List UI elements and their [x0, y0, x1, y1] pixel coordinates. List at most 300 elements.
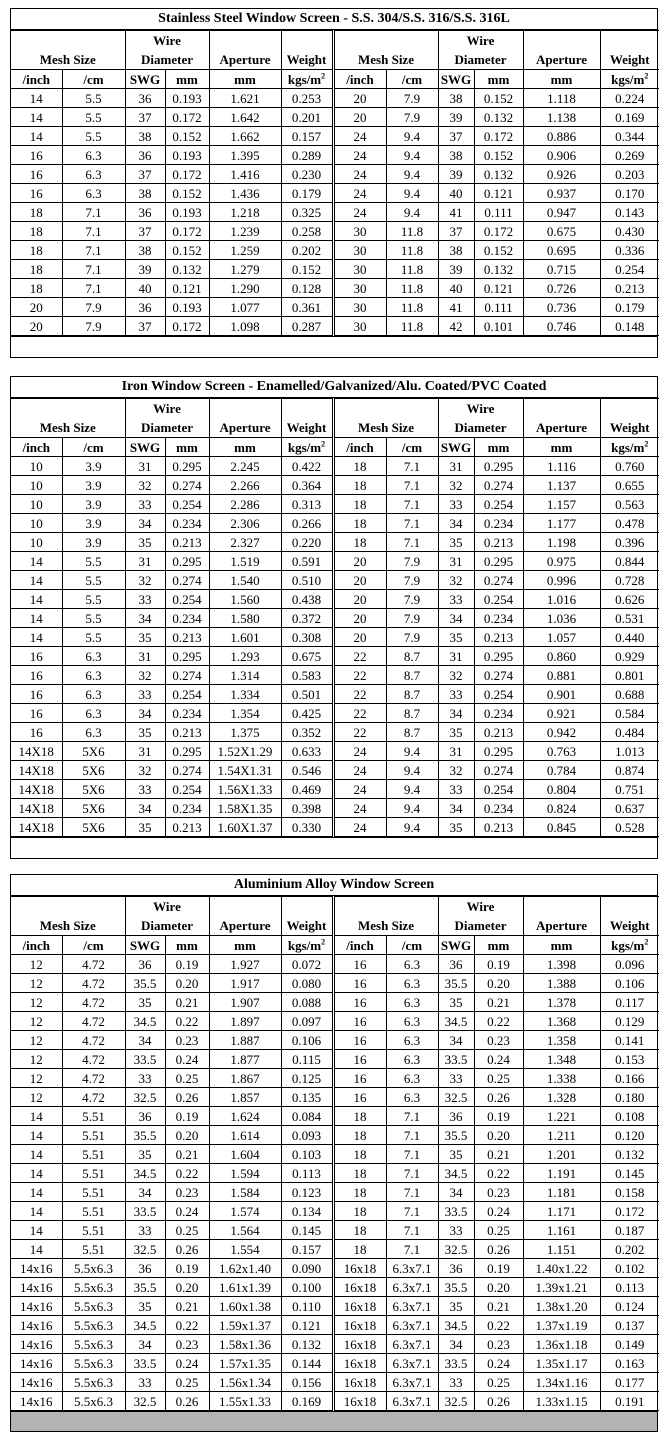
- table-cell: 5.5: [62, 571, 125, 590]
- table-cell: 34: [125, 609, 165, 628]
- table-cell: 0.942: [523, 723, 600, 742]
- table-cell: 5.5x6.3: [62, 1297, 125, 1316]
- table-cell: 30: [333, 298, 386, 317]
- table-cell: 0.24: [474, 1202, 523, 1221]
- table-cell: 42: [438, 317, 474, 336]
- table-cell: 0.152: [281, 260, 333, 279]
- table-cell: 5.5x6.3: [62, 1278, 125, 1297]
- table-cell: 1.55x1.33: [209, 1392, 281, 1411]
- table-cell: 5.51: [62, 1107, 125, 1126]
- table-cell: 33.5: [125, 1050, 165, 1069]
- table-cell: 14X18: [11, 799, 62, 818]
- header-blank: [333, 31, 438, 51]
- table-cell: 5.5: [62, 590, 125, 609]
- table-cell: 0.860: [523, 647, 600, 666]
- table-cell: 7.1: [386, 1202, 438, 1221]
- table-cell: 18: [11, 203, 62, 222]
- table-cell: 1.338: [523, 1069, 600, 1088]
- table-row: [11, 799, 659, 818]
- table-row: [11, 1088, 659, 1107]
- table-cell: 35.5: [438, 1126, 474, 1145]
- table-cell: 0.26: [165, 1392, 209, 1411]
- table-cell: 0.751: [600, 780, 659, 799]
- table-cell: 0.289: [281, 146, 333, 165]
- table-cell: 0.24: [165, 1050, 209, 1069]
- table-cell: 16x18: [333, 1297, 386, 1316]
- table-cell: 1.584: [209, 1183, 281, 1202]
- table-row: [11, 1145, 659, 1164]
- header-weight: Weight: [600, 916, 659, 936]
- table-cell: 14: [11, 108, 62, 127]
- table-cell: 33.5: [125, 1354, 165, 1373]
- table-cell: 0.440: [600, 628, 659, 647]
- table-cell: 5X6: [62, 780, 125, 799]
- table-cell: 0.202: [600, 1240, 659, 1259]
- header-blank: [523, 399, 600, 419]
- table-row: [11, 666, 659, 685]
- table-cell: 1.34x1.16: [523, 1373, 600, 1392]
- table-cell: 0.20: [474, 974, 523, 993]
- table-row: [11, 279, 659, 298]
- table-cell: 5.51: [62, 1126, 125, 1145]
- table-cell: 0.295: [165, 457, 209, 476]
- table-row: [11, 1373, 659, 1392]
- table-cell: 6.3: [62, 184, 125, 203]
- table-cell: 35: [125, 993, 165, 1012]
- table-cell: 1.594: [209, 1164, 281, 1183]
- table-cell: 33: [438, 1069, 474, 1088]
- table-cell: 8.7: [386, 666, 438, 685]
- table-cell: 7.9: [386, 590, 438, 609]
- header-cm: /cm: [386, 70, 438, 89]
- table-cell: 0.655: [600, 476, 659, 495]
- table-cell: 0.23: [165, 1183, 209, 1202]
- table-cell: 1.191: [523, 1164, 600, 1183]
- section-footer: [11, 837, 657, 858]
- table-cell: 34: [125, 1183, 165, 1202]
- header-blank: [523, 31, 600, 51]
- header-swg: SWG: [125, 936, 165, 955]
- table-cell: 0.926: [523, 165, 600, 184]
- table-cell: 34: [438, 799, 474, 818]
- table-cell: 6.3: [386, 1012, 438, 1031]
- table-cell: 36: [438, 1107, 474, 1126]
- table-cell: 32.5: [125, 1240, 165, 1259]
- table-cell: 7.1: [62, 222, 125, 241]
- table-cell: 35: [438, 1297, 474, 1316]
- table-cell: 7.9: [386, 628, 438, 647]
- header-blank: [600, 399, 659, 419]
- table-cell: 36: [125, 89, 165, 108]
- table-cell: 0.220: [281, 533, 333, 552]
- table-row: [11, 1107, 659, 1126]
- table-cell: 2.245: [209, 457, 281, 476]
- header-row: [11, 418, 659, 438]
- table-cell: 9.4: [386, 799, 438, 818]
- table-cell: 6.3: [386, 955, 438, 974]
- table-cell: 0.484: [600, 723, 659, 742]
- table-cell: 34: [438, 1183, 474, 1202]
- table-cell: 34: [438, 514, 474, 533]
- table-cell: 1.057: [523, 628, 600, 647]
- table-row: [11, 1183, 659, 1202]
- table-cell: 0.26: [165, 1088, 209, 1107]
- table-cell: 0.111: [474, 203, 523, 222]
- table-cell: 0.274: [474, 666, 523, 685]
- header-mm: mm: [474, 936, 523, 955]
- table-cell: 0.258: [281, 222, 333, 241]
- table-cell: 3.9: [62, 533, 125, 552]
- table-cell: 5.5: [62, 127, 125, 146]
- table-cell: 34: [438, 1335, 474, 1354]
- table-cell: 18: [11, 279, 62, 298]
- table-cell: 1.436: [209, 184, 281, 203]
- table-row: [11, 514, 659, 533]
- header-row: [11, 31, 659, 51]
- table-cell: 1.58X1.35: [209, 799, 281, 818]
- table-cell: 0.23: [165, 1335, 209, 1354]
- table-cell: 11.8: [386, 279, 438, 298]
- table-cell: 0.152: [165, 127, 209, 146]
- table-cell: 6.3: [62, 685, 125, 704]
- table-row: [11, 1259, 659, 1278]
- table-cell: 38: [125, 184, 165, 203]
- table-cell: 1.564: [209, 1221, 281, 1240]
- table-cell: 0.103: [281, 1145, 333, 1164]
- table-cell: 10: [11, 533, 62, 552]
- table-cell: 5.5: [62, 609, 125, 628]
- table-cell: 7.1: [62, 241, 125, 260]
- table-cell: 24: [333, 127, 386, 146]
- table-cell: 7.9: [386, 571, 438, 590]
- table-row: [11, 704, 659, 723]
- table-cell: 7.1: [386, 1164, 438, 1183]
- table-cell: 0.274: [165, 571, 209, 590]
- header-diameter: Diameter: [438, 418, 523, 438]
- table-cell: 0.996: [523, 571, 600, 590]
- table-cell: 1.118: [523, 89, 600, 108]
- table-cell: 34.5: [125, 1012, 165, 1031]
- table-cell: 8.7: [386, 704, 438, 723]
- table-cell: 31: [125, 647, 165, 666]
- table-cell: 1.907: [209, 993, 281, 1012]
- table-cell: 36: [125, 1259, 165, 1278]
- table-cell: 2.286: [209, 495, 281, 514]
- stainless-steel-table: [11, 30, 659, 336]
- table-cell: 5X6: [62, 761, 125, 780]
- table-cell: 1.137: [523, 476, 600, 495]
- stainless-steel-section: [10, 8, 658, 358]
- table-cell: 0.763: [523, 742, 600, 761]
- table-cell: 0.213: [474, 723, 523, 742]
- header-diameter: Diameter: [125, 916, 209, 936]
- table-cell: 0.784: [523, 761, 600, 780]
- table-cell: 14: [11, 1145, 62, 1164]
- table-cell: 0.921: [523, 704, 600, 723]
- table-cell: 0.929: [600, 647, 659, 666]
- table-cell: 12: [11, 955, 62, 974]
- table-cell: 33: [125, 1373, 165, 1392]
- table-cell: 0.113: [600, 1278, 659, 1297]
- table-cell: 0.22: [165, 1164, 209, 1183]
- table-cell: 24: [333, 761, 386, 780]
- table-cell: 20: [333, 571, 386, 590]
- header-aperture-mm: mm: [523, 936, 600, 955]
- table-cell: 35: [438, 993, 474, 1012]
- table-cell: 0.090: [281, 1259, 333, 1278]
- table-cell: 35: [125, 533, 165, 552]
- table-cell: 34: [438, 704, 474, 723]
- table-cell: 4.72: [62, 1012, 125, 1031]
- table-cell: 0.179: [600, 298, 659, 317]
- header-swg: SWG: [438, 936, 474, 955]
- table-cell: 24: [333, 799, 386, 818]
- header-row: [11, 399, 659, 419]
- table-cell: 0.132: [474, 260, 523, 279]
- table-cell: 0.330: [281, 818, 333, 837]
- table-cell: 0.584: [600, 704, 659, 723]
- table-cell: 35: [125, 1297, 165, 1316]
- table-cell: 33: [125, 590, 165, 609]
- header-wire: Wire: [125, 399, 209, 419]
- table-cell: 0.084: [281, 1107, 333, 1126]
- header-mesh-size: Mesh Size: [333, 50, 438, 70]
- table-cell: 11.8: [386, 241, 438, 260]
- table-cell: 5.5: [62, 552, 125, 571]
- table-cell: 38: [125, 127, 165, 146]
- table-row: [11, 457, 659, 476]
- table-cell: 6.3x7.1: [386, 1259, 438, 1278]
- table-cell: 34.5: [125, 1316, 165, 1335]
- table-cell: 14x16: [11, 1335, 62, 1354]
- header-weight: Weight: [600, 418, 659, 438]
- header-blank: [209, 897, 281, 917]
- table-cell: 0.137: [600, 1316, 659, 1335]
- table-cell: 31: [125, 552, 165, 571]
- table-cell: 9.4: [386, 146, 438, 165]
- header-wire: Wire: [438, 31, 523, 51]
- table-cell: 1.161: [523, 1221, 600, 1240]
- header-mesh-size: Mesh Size: [11, 418, 125, 438]
- table-cell: 5.5x6.3: [62, 1259, 125, 1278]
- table-cell: 24: [333, 742, 386, 761]
- header-row: [11, 70, 659, 89]
- table-cell: 1.157: [523, 495, 600, 514]
- table-cell: 38: [125, 241, 165, 260]
- table-cell: 0.169: [281, 1392, 333, 1411]
- table-cell: 37: [438, 222, 474, 241]
- table-cell: 32.5: [125, 1088, 165, 1107]
- header-cm: /cm: [62, 70, 125, 89]
- table-cell: 1.198: [523, 533, 600, 552]
- table-cell: 0.149: [600, 1335, 659, 1354]
- table-cell: 22: [333, 647, 386, 666]
- table-cell: 1.52X1.29: [209, 742, 281, 761]
- table-cell: 0.115: [281, 1050, 333, 1069]
- table-cell: 6.3: [62, 723, 125, 742]
- table-row: [11, 1012, 659, 1031]
- table-cell: 11.8: [386, 260, 438, 279]
- table-header: [11, 897, 659, 955]
- header-kgs: kgs/$m^2$: [281, 936, 333, 955]
- table-cell: 1.259: [209, 241, 281, 260]
- iron-table: [11, 398, 659, 837]
- header-mm: mm: [165, 70, 209, 89]
- table-cell: 1.279: [209, 260, 281, 279]
- table-cell: 18: [333, 533, 386, 552]
- table-cell: 0.213: [600, 279, 659, 298]
- table-cell: 0.254: [165, 685, 209, 704]
- header-blank: [333, 897, 438, 917]
- table-cell: 16x18: [333, 1373, 386, 1392]
- table-cell: 0.344: [600, 127, 659, 146]
- table-cell: 0.583: [281, 666, 333, 685]
- table-cell: 20: [11, 298, 62, 317]
- table-cell: 18: [333, 1221, 386, 1240]
- table-cell: 0.20: [165, 1278, 209, 1297]
- table-cell: 0.364: [281, 476, 333, 495]
- table-cell: 6.3: [62, 165, 125, 184]
- table-cell: 18: [333, 1145, 386, 1164]
- table-cell: 18: [333, 1183, 386, 1202]
- table-cell: 1.540: [209, 571, 281, 590]
- table-cell: 1.601: [209, 628, 281, 647]
- header-inch: /inch: [333, 936, 386, 955]
- table-cell: 6.3x7.1: [386, 1392, 438, 1411]
- table-cell: 32.5: [125, 1392, 165, 1411]
- table-cell: 0.152: [165, 184, 209, 203]
- table-cell: 1.519: [209, 552, 281, 571]
- table-cell: 34.5: [125, 1164, 165, 1183]
- table-cell: 0.26: [474, 1392, 523, 1411]
- header-row: [11, 50, 659, 70]
- section-footer: [11, 1411, 657, 1431]
- table-cell: 0.25: [474, 1373, 523, 1392]
- table-cell: 36: [438, 1259, 474, 1278]
- table-cell: 1.375: [209, 723, 281, 742]
- header-diameter: Diameter: [438, 50, 523, 70]
- table-row: [11, 647, 659, 666]
- table-cell: 0.715: [523, 260, 600, 279]
- table-cell: 37: [438, 127, 474, 146]
- table-cell: 0.336: [600, 241, 659, 260]
- header-kgs-label: kgs/m: [611, 71, 645, 87]
- table-cell: 33.5: [125, 1202, 165, 1221]
- table-cell: 0.23: [474, 1031, 523, 1050]
- table-cell: 7.1: [386, 533, 438, 552]
- table-cell: 0.102: [600, 1259, 659, 1278]
- table-cell: 1.388: [523, 974, 600, 993]
- table-cell: 18: [333, 1164, 386, 1183]
- table-cell: 20: [333, 628, 386, 647]
- table-cell: 0.253: [281, 89, 333, 108]
- table-cell: 0.096: [600, 955, 659, 974]
- table-cell: 0.25: [165, 1069, 209, 1088]
- header-kgs-label: kgs/m: [611, 439, 645, 455]
- table-cell: 11.8: [386, 222, 438, 241]
- table-cell: 38: [438, 89, 474, 108]
- table-cell: 41: [438, 203, 474, 222]
- table-cell: 0.886: [523, 127, 600, 146]
- header-blank: [281, 897, 333, 917]
- table-cell: 0.254: [165, 495, 209, 514]
- table-cell: 0.26: [165, 1240, 209, 1259]
- header-aperture-mm: mm: [209, 438, 281, 457]
- table-cell: 30: [333, 222, 386, 241]
- table-cell: 18: [11, 260, 62, 279]
- table-cell: 2.266: [209, 476, 281, 495]
- table-cell: 0.193: [165, 89, 209, 108]
- table-cell: 31: [438, 742, 474, 761]
- table-cell: 0.688: [600, 685, 659, 704]
- table-cell: 7.1: [386, 1145, 438, 1164]
- table-cell: 14: [11, 609, 62, 628]
- table-cell: 4.72: [62, 1050, 125, 1069]
- header-inch: /inch: [333, 70, 386, 89]
- table-cell: 0.23: [474, 1183, 523, 1202]
- table-cell: 36: [125, 955, 165, 974]
- table-cell: 33: [438, 1221, 474, 1240]
- table-cell: 37: [125, 108, 165, 127]
- table-cell: 0.234: [165, 704, 209, 723]
- table-cell: 0.295: [474, 457, 523, 476]
- table-cell: 0.23: [165, 1031, 209, 1050]
- table-cell: 0.106: [281, 1031, 333, 1050]
- table-cell: 18: [333, 1202, 386, 1221]
- table-cell: 0.132: [281, 1335, 333, 1354]
- table-cell: 1.62x1.40: [209, 1259, 281, 1278]
- section-title: Stainless Steel Window Screen - S.S. 304/S.S. 316/S.S. 316L: [11, 9, 657, 30]
- table-cell: 6.3x7.1: [386, 1278, 438, 1297]
- table-cell: 2.306: [209, 514, 281, 533]
- table-cell: 5.51: [62, 1202, 125, 1221]
- header-mm: mm: [165, 936, 209, 955]
- table-cell: 0.361: [281, 298, 333, 317]
- table-cell: 1.348: [523, 1050, 600, 1069]
- header-aperture-mm: mm: [523, 70, 600, 89]
- table-cell: 0.19: [165, 955, 209, 974]
- table-cell: 35: [125, 628, 165, 647]
- section-title: Aluminium Alloy Window Screen: [11, 875, 657, 896]
- table-row: [11, 1126, 659, 1145]
- header-aperture: Aperture: [523, 50, 600, 70]
- table-cell: 0.637: [600, 799, 659, 818]
- table-cell: 6.3: [386, 1031, 438, 1050]
- table-cell: 20: [333, 609, 386, 628]
- table-cell: 0.224: [600, 89, 659, 108]
- table-cell: 0.430: [600, 222, 659, 241]
- table-cell: 9.4: [386, 184, 438, 203]
- table-cell: 5.5x6.3: [62, 1373, 125, 1392]
- table-row: [11, 260, 659, 279]
- table-cell: 0.528: [600, 818, 659, 837]
- table-cell: 0.726: [523, 279, 600, 298]
- table-cell: 1.57x1.35: [209, 1354, 281, 1373]
- table-row: [11, 1335, 659, 1354]
- header-blank: [209, 399, 281, 419]
- table-cell: 18: [333, 1126, 386, 1145]
- table-cell: 5.51: [62, 1221, 125, 1240]
- table-cell: 1.334: [209, 685, 281, 704]
- table-cell: 7.1: [386, 1240, 438, 1259]
- table-cell: 14: [11, 89, 62, 108]
- table-cell: 0.19: [165, 1259, 209, 1278]
- table-cell: 0.824: [523, 799, 600, 818]
- table-cell: 0.901: [523, 685, 600, 704]
- table-cell: 10: [11, 476, 62, 495]
- table-cell: 3.9: [62, 495, 125, 514]
- table-cell: 22: [333, 704, 386, 723]
